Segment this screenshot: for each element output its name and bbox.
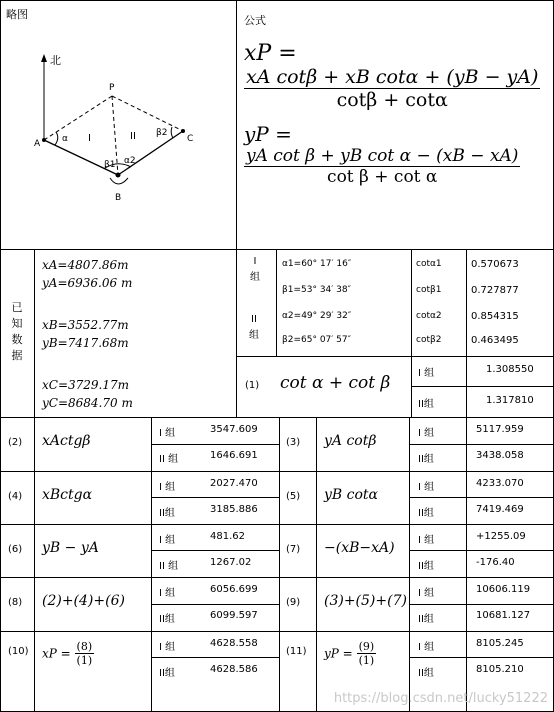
known-data-label: 已 知 数 据 [11,301,23,362]
row-left-group2: II组 [159,668,175,679]
line-pc [112,96,183,131]
row-right-expression: −(xB−xA) [324,540,395,556]
row-left-value1: 2027.470 [210,478,258,489]
alpha1-label: α [62,134,68,144]
row-left-expression: (2)+(4)+(6) [42,593,125,609]
row-left-expression: yB − yA [42,540,99,556]
coords-c [42,376,133,412]
frac10-lhs: xP = [42,646,71,661]
row-left-expression: xBctgα [42,487,93,503]
row-right-value1: 5117.959 [476,424,524,435]
beta1-label: β1 [104,160,116,170]
point-a-label: A [34,139,41,149]
frac11-numerator: (9) [358,640,375,653]
step1-expression: cot α + cot β [280,373,391,393]
row-right-value2: 3438.058 [476,450,524,461]
angle-beta2: β2=65° 07′ 57″ [282,335,351,345]
row-right-group2: II组 [418,668,434,679]
row-right-group2: II组 [418,454,434,465]
angle-alpha2: α2=49° 29′ 32″ [282,311,352,321]
step1-value1: 1.308550 [486,364,534,375]
cot-label-beta2: cotβ2 [416,335,442,345]
row-left-value1: 6056.699 [210,584,258,595]
row-right-group1: I 组 [418,482,435,493]
xp-lhs: xP = [244,41,297,66]
row-left-group1: I 组 [159,428,176,439]
cot-label-alpha2: cotα2 [416,311,442,321]
row-right-group2: II组 [418,561,434,572]
row-right-value1: +1255.09 [476,531,526,542]
row-right-value2: 8105.210 [476,664,524,675]
row-left-group2: II 组 [159,454,179,465]
cot-value-beta2: 0.463495 [471,335,519,346]
row-left-number: (8) [8,597,23,608]
row-right-number: (3) [286,437,301,448]
frac11-cell [324,640,376,667]
point-c-mark [181,129,185,133]
row-left-value2: 6099.597 [210,610,258,621]
coords-b [42,316,129,352]
north-label: 北 [50,54,61,67]
region-one-label: I [88,133,91,144]
row-right-group2: II组 [418,614,434,625]
row-right-value1: 4233.070 [476,478,524,489]
row-right-expression: (3)+(5)+(7) [324,593,407,609]
row-left-value1: 481.62 [210,531,245,542]
row-right-group1: I 组 [418,642,435,653]
row-right-value1: 10606.119 [476,584,531,595]
coords-a [42,256,132,292]
row-right-value2: 10681.127 [476,610,531,621]
yp-lhs: yP = [244,122,292,146]
point-b-mark [116,173,121,178]
watermark: https://blog.csdn.net/lucky51222 [333,691,548,706]
step1-group1: I 组 [418,368,435,379]
row-left-number: (2) [8,437,23,448]
cot-value-alpha2: 0.854315 [471,311,519,322]
row-left-value2: 1267.02 [210,557,252,568]
frac10-cell [42,640,94,667]
coord-ya: yA=6936.06 m [42,276,133,290]
sketch-label: 略图 [6,8,28,21]
arc-beta2 [171,127,173,138]
line-pa [44,96,112,140]
row-left-value2: 4628.586 [210,664,258,675]
resection-diagram [0,0,236,249]
row-right-value2: -176.40 [476,557,515,568]
step1-value2: 1.317810 [486,395,534,406]
coord-xb: xB=3552.77m [42,318,129,332]
frac11-lhs: yP = [324,646,353,661]
region-two-label: II [130,131,136,142]
north-arrow-icon [41,54,47,62]
coord-xa: xA=4807.86m [42,258,129,272]
row-left-number: (4) [8,491,23,502]
row-right-group1: I 组 [418,588,435,599]
row-left-group2: II组 [159,614,175,625]
yp-numerator: yA cot β + yB cot α − (xB − xA) [246,146,519,166]
row-right-group1: I 组 [418,428,435,439]
row-right-number: (11) [286,646,307,657]
angle-alpha1: α1=60° 17′ 16″ [282,259,352,269]
row-right-value2: 7419.469 [476,504,524,515]
arc-alpha2 [110,178,128,184]
row-left-group1: I 组 [159,535,176,546]
step1-number: (1) [245,380,260,391]
row-right-number: (9) [286,597,301,608]
row-left-group1: I 组 [159,588,176,599]
frac10-numerator: (8) [76,640,93,653]
row-left-expression: xActgβ [42,433,91,449]
arc-alpha1 [55,132,58,145]
row-left-group1: I 组 [159,642,176,653]
cot-value-alpha1: 0.570673 [471,259,519,270]
formula-label: 公式 [244,14,266,27]
beta2-label: β2 [156,128,168,138]
group2-label: II 组 [249,314,259,341]
angle-beta1: β1=53° 34′ 38″ [282,285,351,295]
point-p-label: P [109,83,115,93]
row-left-number: (10) [8,646,29,657]
row-right-number: (5) [286,491,301,502]
row-left-value2: 3185.886 [210,504,258,515]
frac11-denominator: (1) [358,654,375,667]
alpha2-label: α2 [124,156,136,166]
row-right-value1: 8105.245 [476,638,524,649]
group1-label: I 组 [250,256,260,283]
row-left-value1: 3547.609 [210,424,258,435]
point-c-label: C [187,134,194,144]
row-left-group1: I 组 [159,482,176,493]
coord-xc: xC=3729.17m [42,378,130,392]
frac10-denominator: (1) [76,654,93,667]
formula-yp [244,122,550,187]
row-right-group2: II组 [418,508,434,519]
cot-label-alpha1: cotα1 [416,259,442,269]
row-left-group2: II组 [159,508,175,519]
point-b-label: B [115,193,122,203]
row-right-expression: yB cotα [324,487,378,503]
step1-group2: II组 [418,399,434,410]
cot-value-beta1: 0.727877 [471,285,519,296]
row-left-group2: II 组 [159,561,179,572]
formula-xp [244,40,550,111]
row-right-group1: I 组 [418,535,435,546]
yp-denominator: cot β + cot α [327,167,438,187]
row-left-value2: 1646.691 [210,450,258,461]
cot-label-beta1: cotβ1 [416,285,442,295]
point-a-mark [42,138,46,142]
row-right-number: (7) [286,544,301,555]
row-left-value1: 4628.558 [210,638,258,649]
xp-denominator: cotβ + cotα [336,89,448,111]
xp-numerator: xA cotβ + xB cotα + (yB − yA) [246,66,539,88]
coord-yc: yC=8684.70 m [42,396,133,410]
row-right-expression: yA cotβ [324,433,377,449]
row-left-number: (6) [8,544,23,555]
coord-yb: yB=7417.68m [42,336,129,350]
